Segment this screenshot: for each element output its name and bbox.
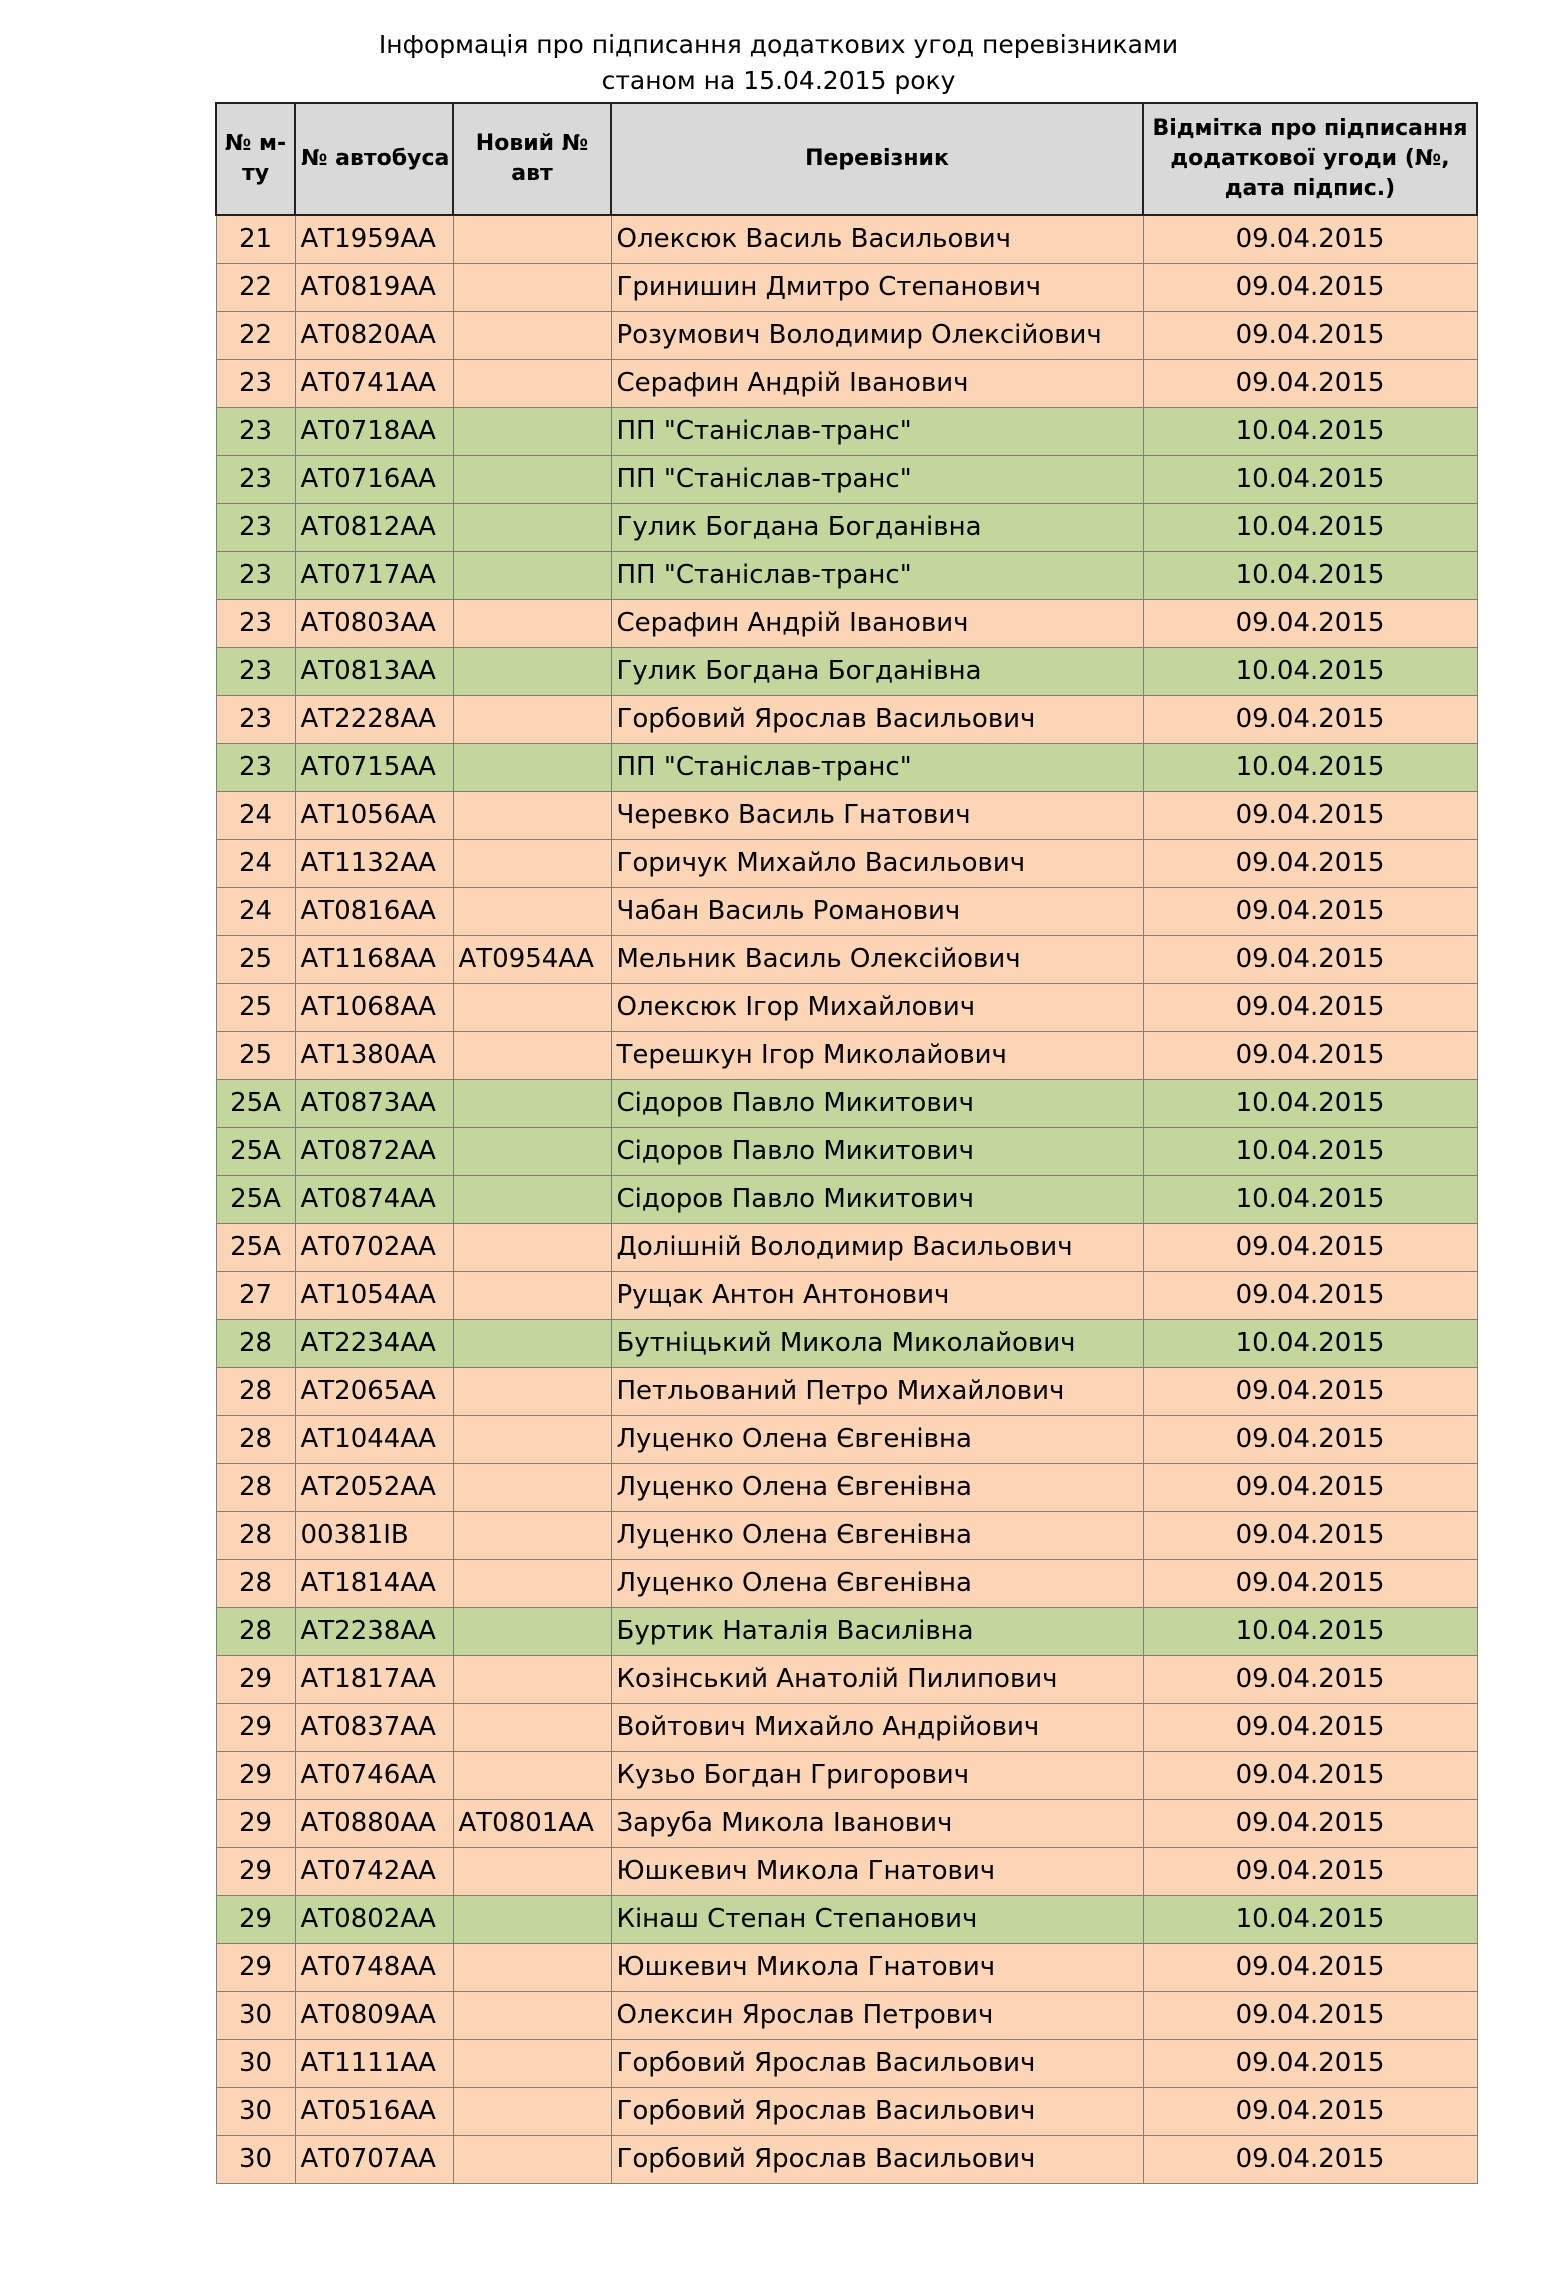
document-title: Інформація про підписання додаткових угод перевізниками	[378, 30, 1179, 59]
cell-route: 22	[216, 264, 295, 312]
cell-carrier: Горбовий Ярослав Васильович	[611, 2040, 1143, 2088]
cell-new-bus	[453, 312, 611, 360]
table-row	[216, 1080, 1477, 1128]
cell-carrier: Сідоров Павло Микитович	[611, 1128, 1143, 1176]
cell-route: 28	[216, 1608, 295, 1656]
cell-route: 25А	[216, 1224, 295, 1272]
cell-date: 09.04.2015	[1143, 1272, 1477, 1320]
carriers-table	[215, 102, 1478, 2184]
table-row	[216, 1464, 1477, 1512]
cell-new-bus	[453, 744, 611, 792]
table-row	[216, 1368, 1477, 1416]
cell-carrier: Рущак Антон Антонович	[611, 1272, 1143, 1320]
cell-new-bus	[453, 1416, 611, 1464]
cell-route: 24	[216, 792, 295, 840]
cell-new-bus	[453, 2136, 611, 2184]
cell-carrier: Буртик Наталія Василівна	[611, 1608, 1143, 1656]
cell-bus: АТ0812АА	[295, 504, 453, 552]
cell-bus: АТ2065АА	[295, 1368, 453, 1416]
table-body	[216, 215, 1477, 2184]
table-row	[216, 504, 1477, 552]
cell-new-bus	[453, 2088, 611, 2136]
cell-bus: АТ0837АА	[295, 1704, 453, 1752]
cell-route: 23	[216, 504, 295, 552]
cell-date: 09.04.2015	[1143, 696, 1477, 744]
cell-carrier: ПП "Станіслав-транс"	[611, 744, 1143, 792]
cell-bus: АТ1054АА	[295, 1272, 453, 1320]
table-row	[216, 1608, 1477, 1656]
cell-route: 25	[216, 1032, 295, 1080]
table-row	[216, 1512, 1477, 1560]
cell-carrier: Юшкевич Микола Гнатович	[611, 1944, 1143, 1992]
cell-carrier: Козінський Анатолій Пилипович	[611, 1656, 1143, 1704]
cell-date: 09.04.2015	[1143, 264, 1477, 312]
cell-carrier: Юшкевич Микола Гнатович	[611, 1848, 1143, 1896]
cell-new-bus	[453, 2040, 611, 2088]
header-route: № м-ту	[216, 103, 295, 215]
cell-bus: АТ0717АА	[295, 552, 453, 600]
cell-route: 28	[216, 1416, 295, 1464]
cell-date: 09.04.2015	[1143, 1512, 1477, 1560]
cell-route: 23	[216, 456, 295, 504]
cell-carrier: Сідоров Павло Микитович	[611, 1080, 1143, 1128]
table-row	[216, 936, 1477, 984]
cell-date: 09.04.2015	[1143, 840, 1477, 888]
cell-date: 09.04.2015	[1143, 1800, 1477, 1848]
cell-new-bus	[453, 504, 611, 552]
cell-new-bus	[453, 360, 611, 408]
cell-date: 10.04.2015	[1143, 552, 1477, 600]
table-row	[216, 1224, 1477, 1272]
cell-date: 09.04.2015	[1143, 1464, 1477, 1512]
cell-bus: АТ0741АА	[295, 360, 453, 408]
cell-date: 10.04.2015	[1143, 1128, 1477, 1176]
table-row	[216, 1416, 1477, 1464]
cell-bus: АТ1056АА	[295, 792, 453, 840]
cell-carrier: Гринишин Дмитро Степанович	[611, 264, 1143, 312]
table-row	[216, 360, 1477, 408]
cell-bus: АТ1817АА	[295, 1656, 453, 1704]
cell-route: 23	[216, 648, 295, 696]
cell-new-bus	[453, 215, 611, 264]
cell-route: 30	[216, 2136, 295, 2184]
cell-date: 09.04.2015	[1143, 360, 1477, 408]
cell-date: 10.04.2015	[1143, 744, 1477, 792]
cell-carrier: Горбовий Ярослав Васильович	[611, 696, 1143, 744]
cell-new-bus	[453, 1656, 611, 1704]
table-row	[216, 2040, 1477, 2088]
cell-new-bus	[453, 1464, 611, 1512]
cell-carrier: Сідоров Павло Микитович	[611, 1176, 1143, 1224]
cell-route: 23	[216, 744, 295, 792]
cell-date: 09.04.2015	[1143, 1944, 1477, 1992]
cell-bus: АТ0718АА	[295, 408, 453, 456]
cell-bus: АТ0707АА	[295, 2136, 453, 2184]
cell-bus: АТ0748АА	[295, 1944, 453, 1992]
cell-bus: АТ0819АА	[295, 264, 453, 312]
cell-new-bus	[453, 984, 611, 1032]
cell-carrier: Луценко Олена Євгенівна	[611, 1512, 1143, 1560]
cell-route: 29	[216, 1656, 295, 1704]
cell-carrier: ПП "Станіслав-транс"	[611, 408, 1143, 456]
cell-date: 09.04.2015	[1143, 600, 1477, 648]
cell-route: 23	[216, 360, 295, 408]
cell-carrier: ПП "Станіслав-транс"	[611, 456, 1143, 504]
cell-route: 25	[216, 984, 295, 1032]
cell-carrier: Луценко Олена Євгенівна	[611, 1464, 1143, 1512]
document-subtitle: станом на 15.04.2015 року	[601, 66, 956, 95]
table-row	[216, 648, 1477, 696]
cell-date: 09.04.2015	[1143, 1752, 1477, 1800]
cell-date: 09.04.2015	[1143, 2040, 1477, 2088]
cell-new-bus	[453, 408, 611, 456]
cell-route: 23	[216, 600, 295, 648]
cell-date: 10.04.2015	[1143, 1320, 1477, 1368]
cell-date: 10.04.2015	[1143, 1896, 1477, 1944]
cell-new-bus	[453, 264, 611, 312]
cell-route: 25А	[216, 1176, 295, 1224]
cell-date: 09.04.2015	[1143, 215, 1477, 264]
cell-new-bus	[453, 1944, 611, 1992]
cell-date: 09.04.2015	[1143, 984, 1477, 1032]
cell-date: 09.04.2015	[1143, 1416, 1477, 1464]
cell-route: 28	[216, 1464, 295, 1512]
cell-bus: АТ0702АА	[295, 1224, 453, 1272]
cell-carrier: Бутніцький Микола Миколайович	[611, 1320, 1143, 1368]
cell-bus: АТ1044АА	[295, 1416, 453, 1464]
table-row	[216, 264, 1477, 312]
cell-route: 29	[216, 1944, 295, 1992]
cell-bus: АТ2052АА	[295, 1464, 453, 1512]
cell-bus: АТ0516АА	[295, 2088, 453, 2136]
cell-date: 10.04.2015	[1143, 1608, 1477, 1656]
cell-bus: АТ0874АА	[295, 1176, 453, 1224]
cell-date: 10.04.2015	[1143, 408, 1477, 456]
cell-carrier: Серафин Андрій Іванович	[611, 600, 1143, 648]
table-row	[216, 792, 1477, 840]
cell-date: 09.04.2015	[1143, 1848, 1477, 1896]
cell-new-bus	[453, 1032, 611, 1080]
table-row	[216, 840, 1477, 888]
cell-bus: АТ0746АА	[295, 1752, 453, 1800]
cell-new-bus	[453, 696, 611, 744]
cell-carrier: Луценко Олена Євгенівна	[611, 1416, 1143, 1464]
cell-new-bus: АТ0954АА	[453, 936, 611, 984]
header-carrier: Перевізник	[611, 103, 1143, 215]
cell-bus: АТ0872АА	[295, 1128, 453, 1176]
table-row	[216, 1896, 1477, 1944]
cell-bus: АТ2238АА	[295, 1608, 453, 1656]
table-row	[216, 1320, 1477, 1368]
cell-bus: АТ0742АА	[295, 1848, 453, 1896]
cell-new-bus	[453, 1608, 611, 1656]
cell-carrier: Горбовий Ярослав Васильович	[611, 2136, 1143, 2184]
cell-route: 25А	[216, 1080, 295, 1128]
cell-route: 22	[216, 312, 295, 360]
cell-bus: АТ1380АА	[295, 1032, 453, 1080]
cell-date: 10.04.2015	[1143, 504, 1477, 552]
cell-carrier: Луценко Олена Євгенівна	[611, 1560, 1143, 1608]
table-row	[216, 408, 1477, 456]
cell-bus: АТ0873АА	[295, 1080, 453, 1128]
cell-route: 28	[216, 1320, 295, 1368]
cell-route: 25	[216, 936, 295, 984]
table-row	[216, 1848, 1477, 1896]
cell-date: 10.04.2015	[1143, 648, 1477, 696]
cell-carrier: Олексин Ярослав Петрович	[611, 1992, 1143, 2040]
cell-new-bus	[453, 1272, 611, 1320]
cell-new-bus	[453, 1992, 611, 2040]
cell-new-bus	[453, 552, 611, 600]
cell-route: 24	[216, 888, 295, 936]
cell-date: 09.04.2015	[1143, 1656, 1477, 1704]
cell-date: 09.04.2015	[1143, 1032, 1477, 1080]
cell-date: 09.04.2015	[1143, 1224, 1477, 1272]
cell-route: 23	[216, 408, 295, 456]
table-row	[216, 552, 1477, 600]
cell-carrier: Серафин Андрій Іванович	[611, 360, 1143, 408]
table-header-row	[216, 103, 1477, 215]
cell-carrier: Кузьо Богдан Григорович	[611, 1752, 1143, 1800]
cell-carrier: ПП "Станіслав-транс"	[611, 552, 1143, 600]
table-row	[216, 1560, 1477, 1608]
cell-bus: АТ0802АА	[295, 1896, 453, 1944]
cell-carrier: Долішній Володимир Васильович	[611, 1224, 1143, 1272]
cell-new-bus	[453, 600, 611, 648]
cell-route: 29	[216, 1848, 295, 1896]
cell-bus: АТ0880АА	[295, 1800, 453, 1848]
header-new-bus: Новий № авт	[453, 103, 611, 215]
cell-new-bus	[453, 1512, 611, 1560]
table-row	[216, 1944, 1477, 1992]
table-row	[216, 1800, 1477, 1848]
cell-route: 25А	[216, 1128, 295, 1176]
cell-route: 29	[216, 1752, 295, 1800]
cell-route: 28	[216, 1368, 295, 1416]
cell-route: 28	[216, 1560, 295, 1608]
cell-route: 24	[216, 840, 295, 888]
cell-new-bus	[453, 1080, 611, 1128]
cell-bus: АТ1814АА	[295, 1560, 453, 1608]
table-row	[216, 1272, 1477, 1320]
cell-new-bus	[453, 1704, 611, 1752]
cell-date: 09.04.2015	[1143, 1368, 1477, 1416]
cell-route: 29	[216, 1896, 295, 1944]
cell-bus: АТ1111АА	[295, 2040, 453, 2088]
cell-carrier: Петльований Петро Михайлович	[611, 1368, 1143, 1416]
table-row	[216, 984, 1477, 1032]
cell-new-bus	[453, 1224, 611, 1272]
cell-carrier: Войтович Михайло Андрійович	[611, 1704, 1143, 1752]
cell-date: 09.04.2015	[1143, 1560, 1477, 1608]
cell-carrier: Розумович Володимир Олексійович	[611, 312, 1143, 360]
cell-route: 30	[216, 2088, 295, 2136]
cell-carrier: Горичук Михайло Васильович	[611, 840, 1143, 888]
cell-bus: АТ0715АА	[295, 744, 453, 792]
cell-date: 09.04.2015	[1143, 2088, 1477, 2136]
cell-date: 09.04.2015	[1143, 792, 1477, 840]
cell-route: 23	[216, 552, 295, 600]
cell-new-bus: АТ0801АА	[453, 1800, 611, 1848]
cell-bus: АТ0820АА	[295, 312, 453, 360]
cell-new-bus	[453, 1896, 611, 1944]
cell-bus: АТ0816АА	[295, 888, 453, 936]
cell-new-bus	[453, 1752, 611, 1800]
cell-date: 10.04.2015	[1143, 1080, 1477, 1128]
cell-bus: АТ2228АА	[295, 696, 453, 744]
cell-route: 29	[216, 1800, 295, 1848]
cell-bus: АТ1068АА	[295, 984, 453, 1032]
cell-bus: АТ0813АА	[295, 648, 453, 696]
cell-carrier: Гулик Богдана Богданівна	[611, 504, 1143, 552]
cell-new-bus	[453, 1368, 611, 1416]
cell-date: 09.04.2015	[1143, 888, 1477, 936]
cell-new-bus	[453, 792, 611, 840]
table-row	[216, 1176, 1477, 1224]
cell-bus: АТ0716АА	[295, 456, 453, 504]
table-row	[216, 696, 1477, 744]
cell-new-bus	[453, 648, 611, 696]
cell-carrier: Чабан Василь Романович	[611, 888, 1143, 936]
header-signing-mark: Відмітка про підписання додаткової угоди (№, дата підпис.)	[1143, 103, 1477, 215]
cell-bus: АТ1132АА	[295, 840, 453, 888]
table-row	[216, 312, 1477, 360]
cell-carrier: Черевко Василь Гнатович	[611, 792, 1143, 840]
cell-carrier: Терешкун Ігор Миколайович	[611, 1032, 1143, 1080]
cell-new-bus	[453, 1128, 611, 1176]
cell-date: 09.04.2015	[1143, 2136, 1477, 2184]
table-row	[216, 1032, 1477, 1080]
table-row	[216, 600, 1477, 648]
table-row	[216, 744, 1477, 792]
cell-new-bus	[453, 1320, 611, 1368]
cell-carrier: Олексюк Ігор Михайлович	[611, 984, 1143, 1032]
table-row	[216, 1992, 1477, 2040]
cell-new-bus	[453, 456, 611, 504]
cell-date: 09.04.2015	[1143, 1992, 1477, 2040]
cell-route: 30	[216, 2040, 295, 2088]
cell-route: 29	[216, 1704, 295, 1752]
cell-new-bus	[453, 840, 611, 888]
cell-route: 21	[216, 215, 295, 264]
cell-date: 09.04.2015	[1143, 312, 1477, 360]
table-row	[216, 2088, 1477, 2136]
table-row	[216, 888, 1477, 936]
cell-carrier: Мельник Василь Олексійович	[611, 936, 1143, 984]
cell-bus: АТ0803АА	[295, 600, 453, 648]
cell-carrier: Горбовий Ярослав Васильович	[611, 2088, 1143, 2136]
cell-bus: АТ2234АА	[295, 1320, 453, 1368]
cell-date: 10.04.2015	[1143, 1176, 1477, 1224]
cell-new-bus	[453, 1560, 611, 1608]
cell-new-bus	[453, 1848, 611, 1896]
cell-bus: АТ1168АА	[295, 936, 453, 984]
table-row	[216, 215, 1477, 264]
cell-route: 23	[216, 696, 295, 744]
cell-bus: АТ1959АА	[295, 215, 453, 264]
cell-route: 28	[216, 1512, 295, 1560]
cell-carrier: Кінаш Степан Степанович	[611, 1896, 1143, 1944]
table-row	[216, 456, 1477, 504]
cell-carrier: Олексюк Василь Васильович	[611, 215, 1143, 264]
header-bus: № автобуса	[295, 103, 453, 215]
cell-new-bus	[453, 888, 611, 936]
cell-carrier: Заруба Микола Іванович	[611, 1800, 1143, 1848]
cell-new-bus	[453, 1176, 611, 1224]
table-row	[216, 1656, 1477, 1704]
cell-bus: АТ0809АА	[295, 1992, 453, 2040]
cell-date: 10.04.2015	[1143, 456, 1477, 504]
cell-date: 09.04.2015	[1143, 936, 1477, 984]
cell-date: 09.04.2015	[1143, 1704, 1477, 1752]
table-row	[216, 1752, 1477, 1800]
table-row	[216, 2136, 1477, 2184]
cell-carrier: Гулик Богдана Богданівна	[611, 648, 1143, 696]
cell-route: 30	[216, 1992, 295, 2040]
table-row	[216, 1704, 1477, 1752]
cell-route: 27	[216, 1272, 295, 1320]
cell-bus: 00381ІВ	[295, 1512, 453, 1560]
table-row	[216, 1128, 1477, 1176]
